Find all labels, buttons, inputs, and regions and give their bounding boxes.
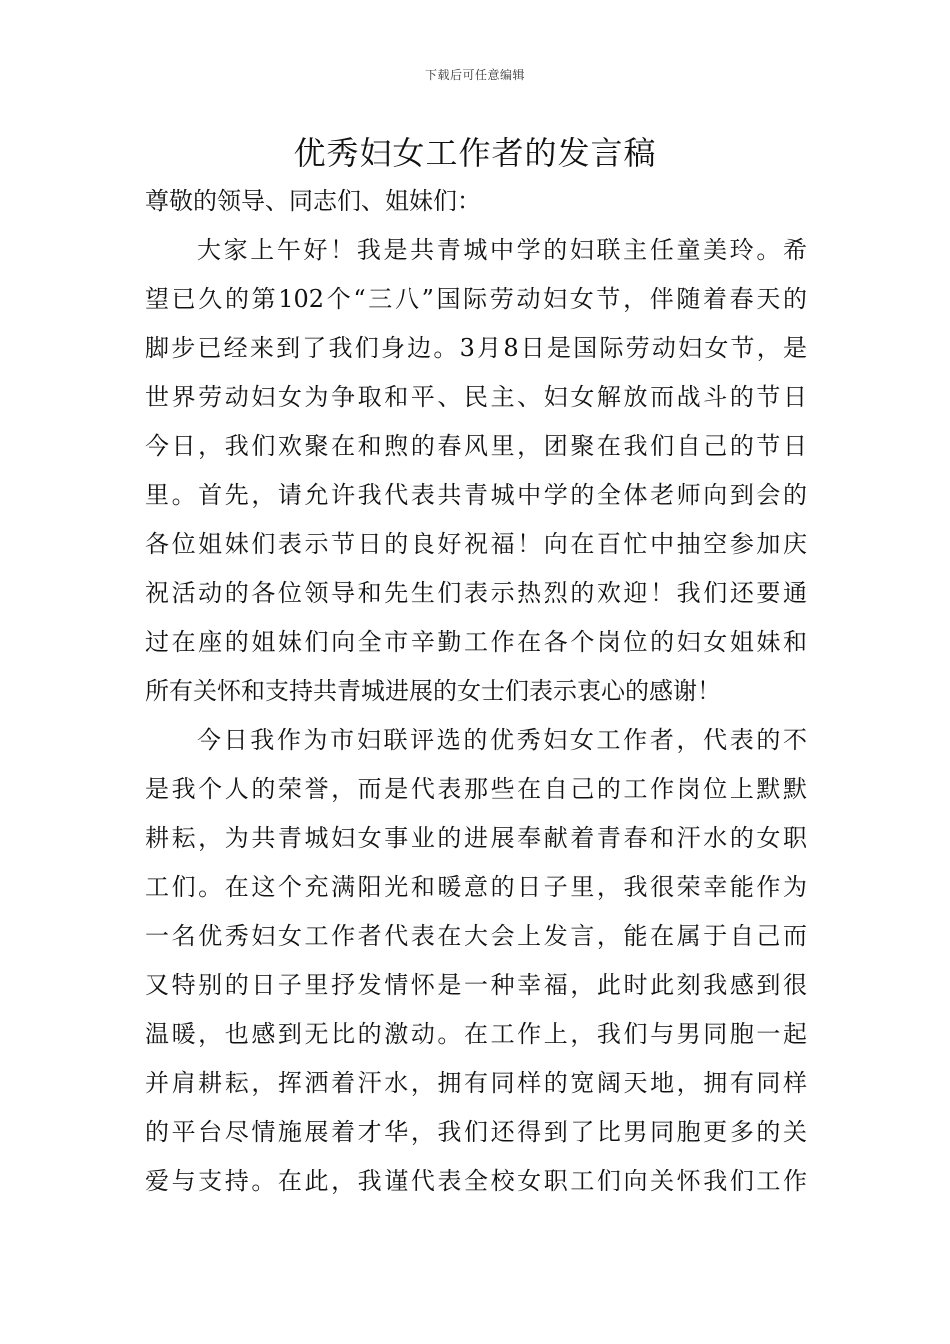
salutation: 尊敬的领导、同志们、姐妹们： xyxy=(145,187,481,215)
text-line: 祝活动的各位领导和先生们表示热烈的欢迎！我们还要通 xyxy=(145,579,807,607)
text-line: 是我个人的荣誉，而是代表那些在自己的工作岗位上默默 xyxy=(145,775,807,803)
header-note: 下载后可任意编辑 xyxy=(424,68,525,82)
text-line: 并肩耕耘，挥洒着汗水，拥有同样的宽阔天地，拥有同样 xyxy=(145,1069,807,1097)
text-line: 爱与支持。在此，我谨代表全校女职工们向关怀我们工作 xyxy=(145,1167,807,1195)
paragraph-2 xyxy=(145,716,807,1206)
text-line: 过在座的姐妹们向全市辛勤工作在各个岗位的妇女姐妹和 xyxy=(145,628,807,656)
text-line: 脚步已经来到了我们身边。3月8日是国际劳动妇女节，是 xyxy=(145,334,807,362)
text-line: 各位姐妹们表示节日的良好祝福！向在百忙中抽空参加庆 xyxy=(145,530,807,558)
text-line: 温暖，也感到无比的激动。在工作上，我们与男同胞一起 xyxy=(145,1020,807,1048)
text-line: 又特别的日子里抒发情怀是一种幸福，此时此刻我感到很 xyxy=(145,971,807,999)
text-line: 大家上午好！我是共青城中学的妇联主任童美玲。希 xyxy=(197,236,807,264)
page-title: 优秀妇女工作者的发言稿 xyxy=(293,134,657,172)
body-text xyxy=(145,177,807,1206)
text-line: 一名优秀妇女工作者代表在大会上发言，能在属于自己而 xyxy=(145,922,807,950)
text-line: 里。首先，请允许我代表共青城中学的全体老师向到会的 xyxy=(145,481,807,509)
paragraph-1 xyxy=(145,226,807,716)
text-line: 世界劳动妇女为争取和平、民主、妇女解放而战斗的节日 xyxy=(145,383,807,411)
text-line: 望已久的第102个“三八”国际劳动妇女节，伴随着春天的 xyxy=(145,285,807,313)
text-line: 所有关怀和支持共青城进展的女士们表示衷心的感谢！ xyxy=(145,677,721,705)
text-line: 耕耘，为共青城妇女事业的进展奉献着青春和汗水的女职 xyxy=(145,824,807,852)
text-line: 工们。在这个充满阳光和暖意的日子里，我很荣幸能作为 xyxy=(145,873,807,901)
text-line: 今日，我们欢聚在和煦的春风里，团聚在我们自己的节日 xyxy=(145,432,807,460)
text-line: 今日我作为市妇联评选的优秀妇女工作者，代表的不 xyxy=(197,726,807,754)
text-line: 的平台尽情施展着才华，我们还得到了比男同胞更多的关 xyxy=(145,1118,807,1146)
